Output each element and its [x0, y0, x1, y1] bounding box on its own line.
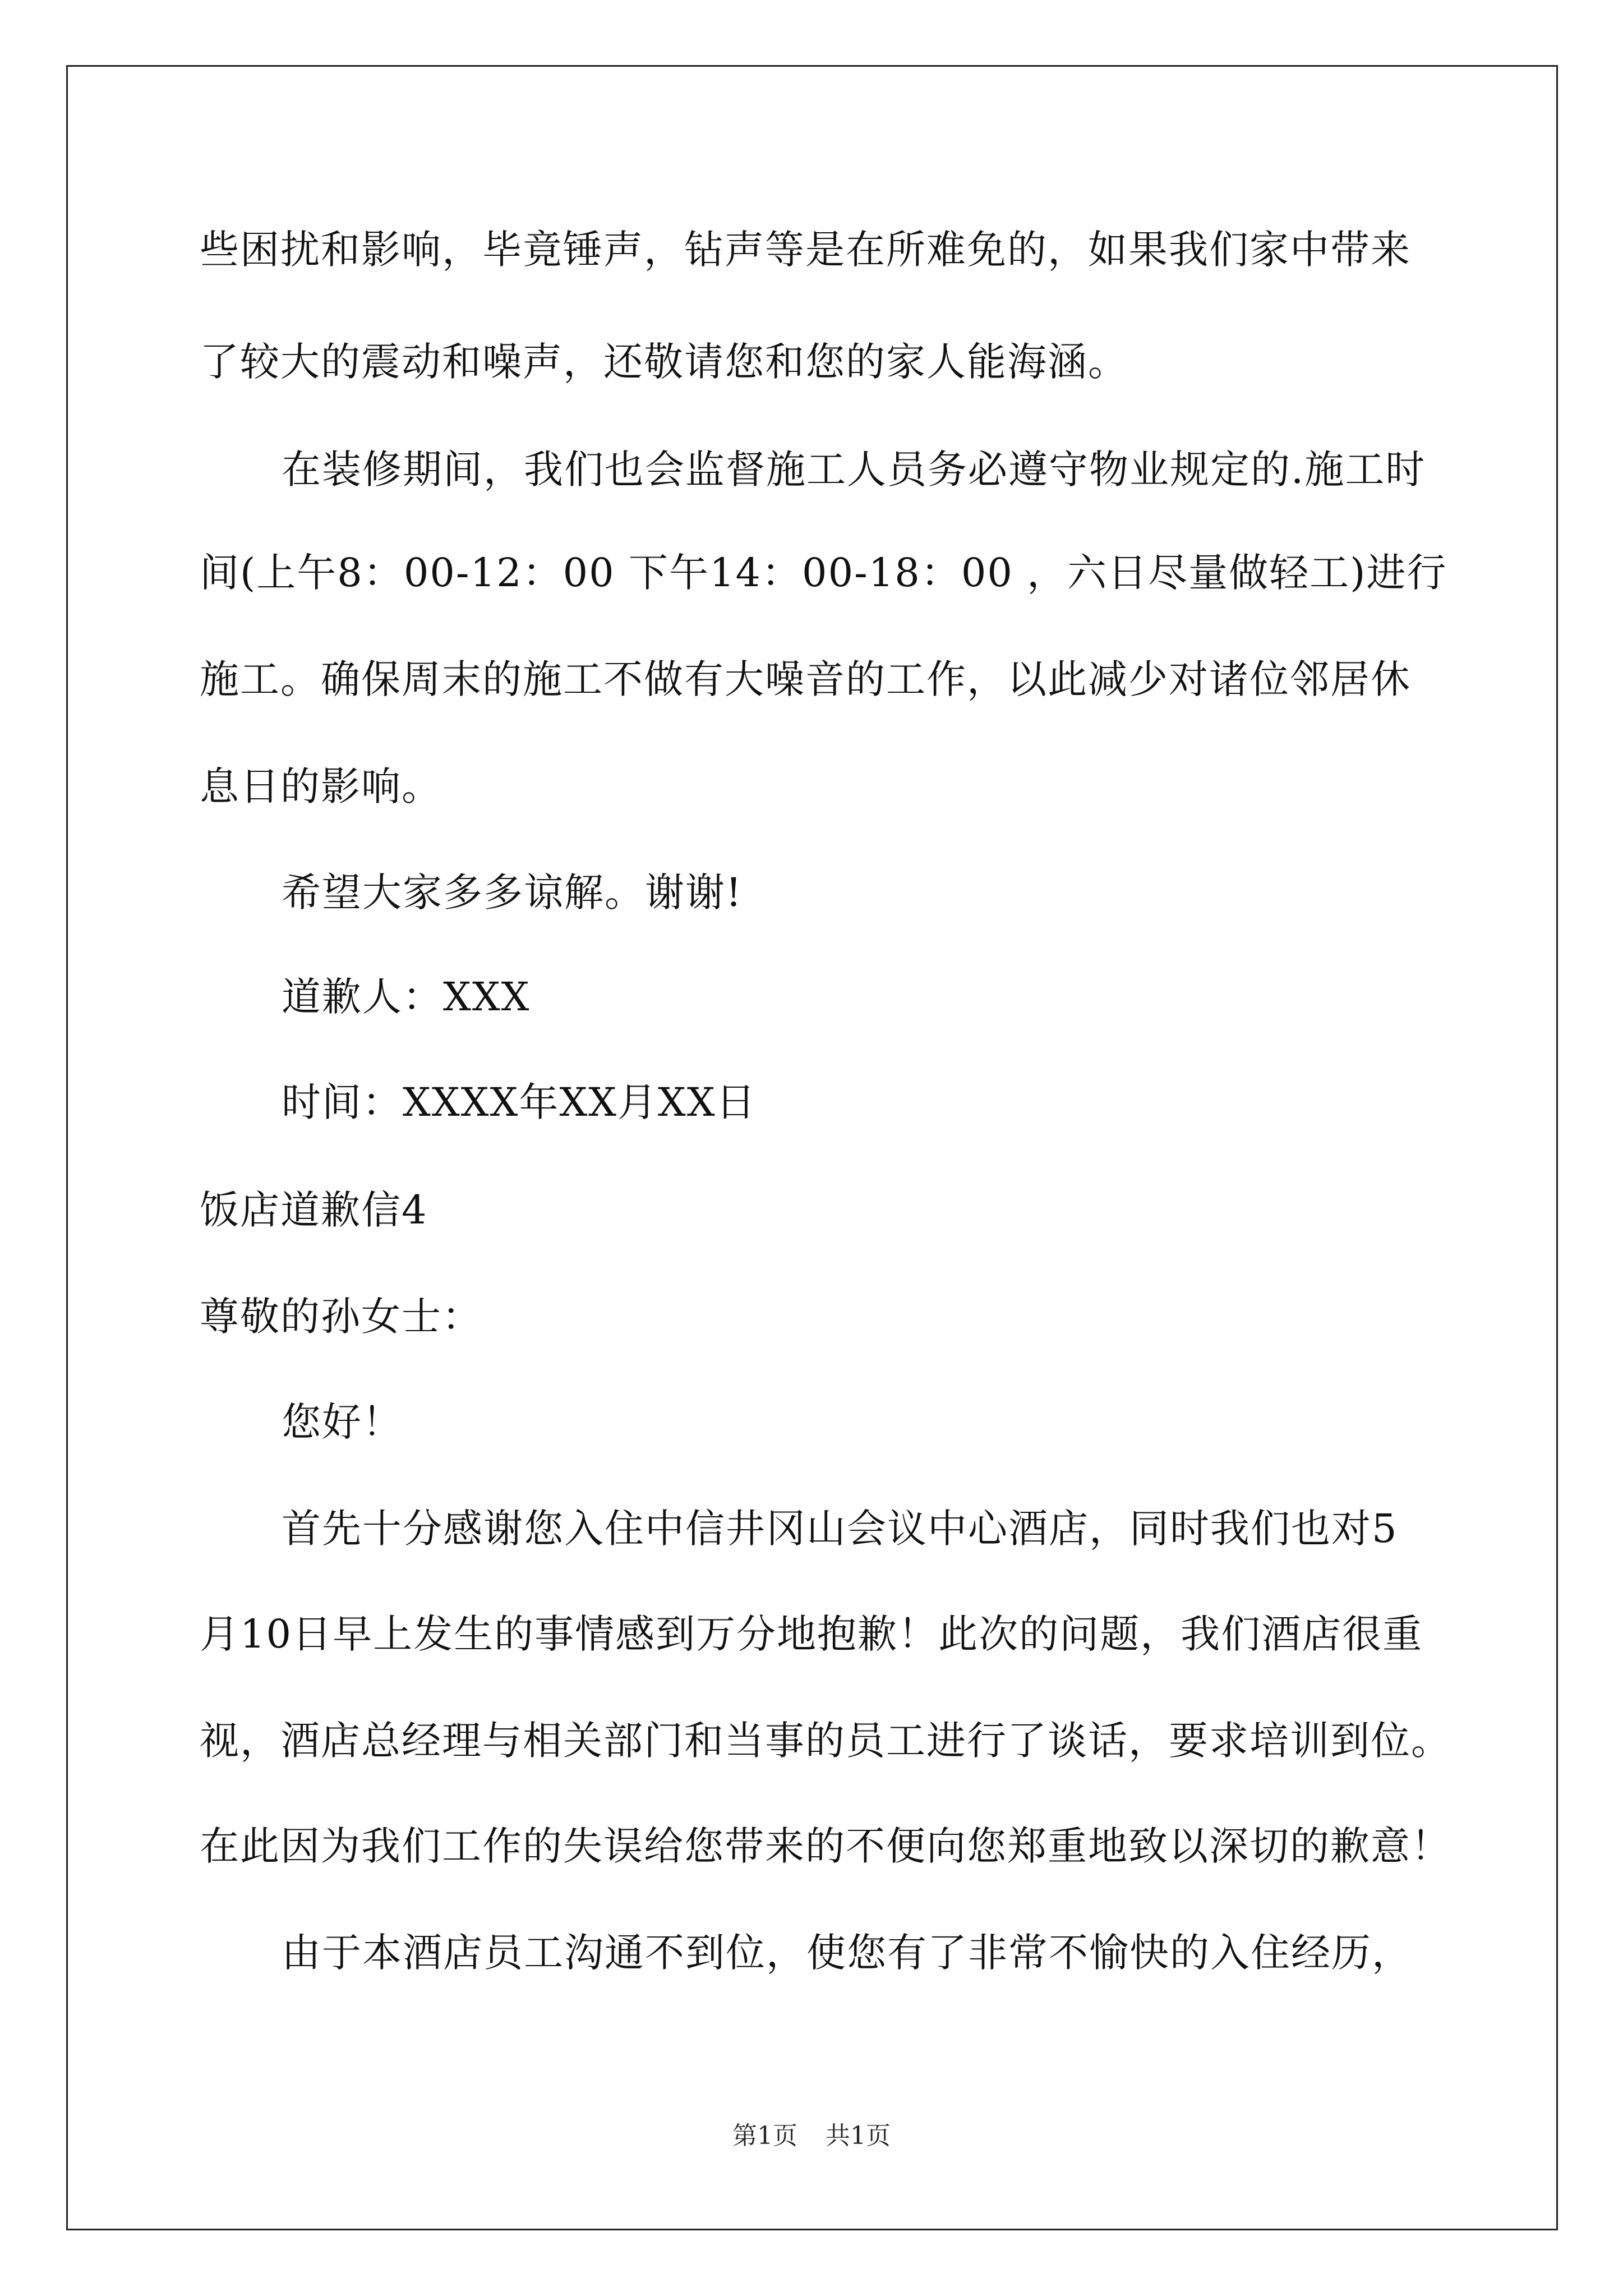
date-line: 时间：XXXX年XX月XX日	[282, 1079, 757, 1125]
text-line: 希望大家多多谅解。谢谢!	[282, 869, 743, 915]
page-number-total: 共1页	[826, 2122, 891, 2150]
section-title: 饭店道歉信4	[200, 1187, 428, 1233]
text-line: 视，酒店总经理与相关部门和当事的员工进行了谈话，要求培训到位。	[200, 1718, 1451, 1764]
page-border	[66, 65, 1558, 2230]
text-line: 间(上午8：00-12：00 下午14：00-18：00 ，六日尽量做轻工)进行	[200, 550, 1447, 596]
text-line: 月10日早上发生的事情感到万分地抱歉！此次的问题，我们酒店很重	[200, 1611, 1423, 1657]
text-line: 由于本酒店员工沟通不到位，使您有了非常不愉快的入住经历，	[282, 1930, 1412, 1976]
greeting: 您好！	[282, 1399, 403, 1445]
text-line: 在装修期间，我们也会监督施工人员务必遵守物业规定的.施工时	[282, 447, 1426, 493]
text-line: 施工。确保周末的施工不做有大噪音的工作，以此减少对诸位邻居休	[200, 656, 1411, 702]
text-line: 了较大的震动和噪声，还敬请您和您的家人能海涵。	[200, 339, 1128, 385]
signer-line: 道歉人：XXX	[282, 974, 531, 1020]
text-line: 在此因为我们工作的失误给您带来的不便向您郑重地致以深切的歉意！	[200, 1823, 1451, 1869]
page-number-current: 第1页	[732, 2122, 797, 2150]
text-line: 息日的影响。	[200, 763, 442, 809]
text-line: 首先十分感谢您入住中信井冈山会议中心酒店，同时我们也对5	[282, 1506, 1398, 1552]
text-line: 些困扰和影响，毕竟锤声，钻声等是在所难免的，如果我们家中带来	[200, 227, 1411, 273]
page-footer	[0, 2120, 1623, 2152]
salutation: 尊敬的孙女士：	[200, 1294, 482, 1340]
